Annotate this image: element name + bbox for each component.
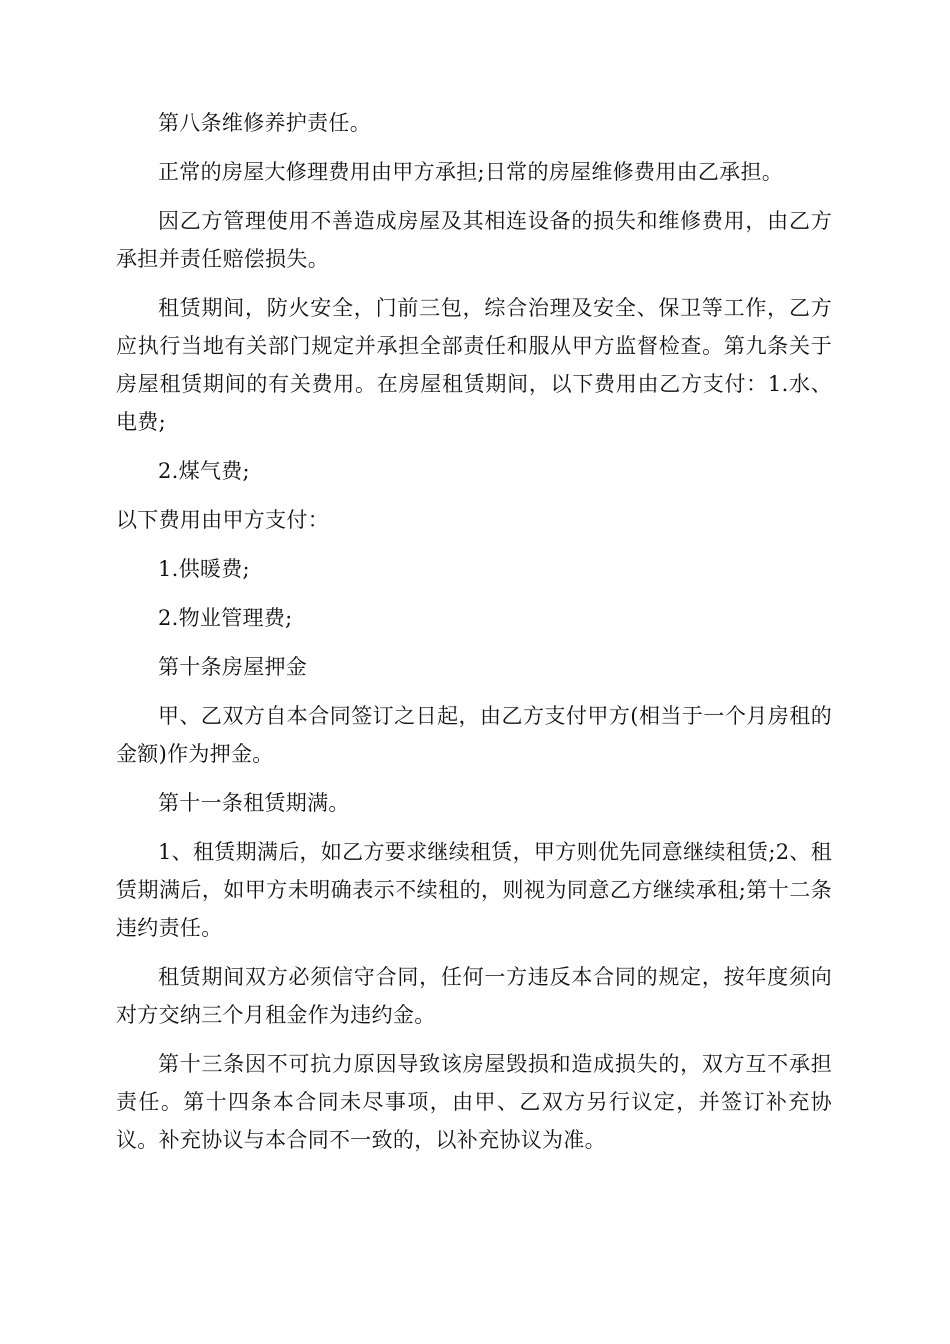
document-body — [116, 104, 832, 1170]
paragraph-gas-fee: 2.煤气费; — [158, 459, 250, 483]
paragraph-breach-penalty: 租赁期间双方必须信守合同，任何一方违反本合同的规定，按年度须向对方交纳三个月租金作为违约金。 — [116, 965, 832, 1027]
paragraph-damage-liability: 因乙方管理使用不善造成房屋及其相连设备的损失和维修费用，由乙方承担并责任赔偿损失。 — [116, 209, 832, 271]
paragraph-heating-fee: 1.供暖费; — [158, 557, 250, 581]
paragraph-property-fee: 2.物业管理费; — [158, 606, 293, 630]
paragraph-repair-costs: 正常的房屋大修理费用由甲方承担;日常的房屋维修费用由乙承担。 — [158, 160, 784, 184]
paragraph-safety-and-fees: 租赁期间，防火安全，门前三包，综合治理及安全、保卫等工作，乙方应执行当地有关部门规定并承担全部责任和服从甲方监督检查。第九条关于房屋租赁期间的有关费用。在房屋租赁期间，以下费用由乙方支付：1.水、电费; — [116, 296, 832, 434]
paragraph-party-a-fees-heading: 以下费用由甲方支付： — [116, 508, 329, 532]
paragraph-force-majeure: 第十三条因不可抗力原因导致该房屋毁损和造成损失的，双方互不承担责任。第十四条本合同未尽事项，由甲、乙双方另行议定，并签订补充协议。补充协议与本合同不一致的，以补充协议为准。 — [116, 1052, 832, 1152]
paragraph-article-8-title: 第八条维修养护责任。 — [158, 111, 371, 135]
paragraph-lease-renewal: 1、租赁期满后，如乙方要求继续租赁，甲方则优先同意继续租赁;2、租赁期满后，如甲方未明确表示不续租的，则视为同意乙方继续承租;第十二条违约责任。 — [116, 840, 832, 940]
paragraph-article-11-title: 第十一条租赁期满。 — [158, 791, 350, 815]
paragraph-article-10-title: 第十条房屋押金 — [158, 655, 308, 679]
paragraph-deposit: 甲、乙双方自本合同签订之日起，由乙方支付甲方(相当于一个月房租的金额)作为押金。 — [116, 704, 832, 766]
